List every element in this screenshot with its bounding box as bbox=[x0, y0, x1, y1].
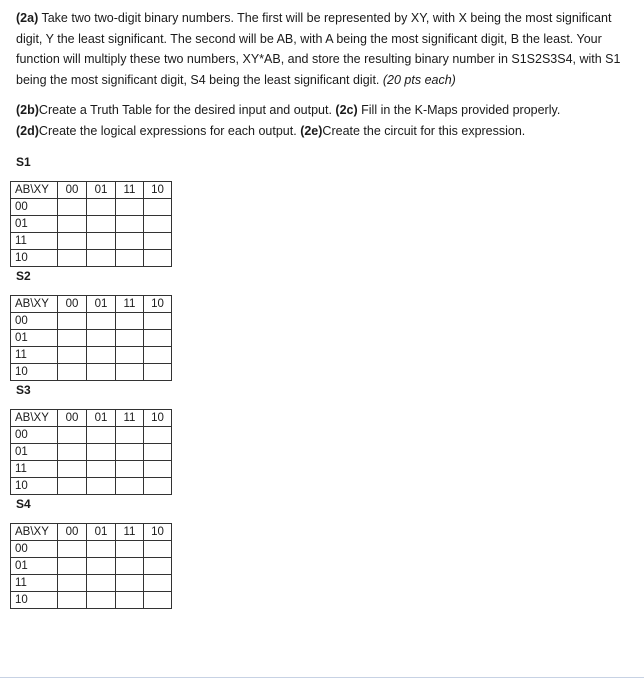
kmap-row-header: 10 bbox=[11, 250, 58, 267]
kmap-cell[interactable] bbox=[116, 427, 144, 444]
kmap-cell[interactable] bbox=[58, 347, 87, 364]
text-2d: Create the logical expressions for each output. bbox=[38, 123, 301, 138]
kmap-cell[interactable] bbox=[87, 250, 116, 267]
kmap-cell[interactable] bbox=[144, 575, 172, 592]
kmap-corner: AB\XY bbox=[11, 182, 58, 199]
kmap-row-header: 11 bbox=[11, 233, 58, 250]
kmap-row-header: 00 bbox=[11, 199, 58, 216]
kmap-cell[interactable] bbox=[87, 216, 116, 233]
kmap-cell[interactable] bbox=[87, 575, 116, 592]
kmap-col-header: 00 bbox=[58, 296, 87, 313]
kmap-col-header: 00 bbox=[58, 410, 87, 427]
kmap-row bbox=[11, 592, 172, 609]
kmap-cell[interactable] bbox=[144, 233, 172, 250]
kmap-cell[interactable] bbox=[144, 444, 172, 461]
kmap-cell[interactable] bbox=[144, 478, 172, 495]
kmap-cell[interactable] bbox=[87, 444, 116, 461]
text-2c: Fill in the K-Maps provided properly. bbox=[357, 103, 561, 117]
kmap-cell[interactable] bbox=[87, 233, 116, 250]
page-bottom-border bbox=[0, 677, 644, 678]
kmap-row-header: 01 bbox=[11, 558, 58, 575]
kmap-row bbox=[11, 330, 172, 347]
kmap-cell[interactable] bbox=[58, 541, 87, 558]
text-2e: Create the circuit for this expression. bbox=[322, 123, 526, 138]
kmap-cell[interactable] bbox=[58, 199, 87, 216]
kmap-cell[interactable] bbox=[58, 330, 87, 347]
kmap-cell[interactable] bbox=[58, 444, 87, 461]
kmap-col-header: 10 bbox=[144, 524, 172, 541]
kmap-cell[interactable] bbox=[116, 592, 144, 609]
kmap-cell[interactable] bbox=[144, 364, 172, 381]
kmap-row-header: 00 bbox=[11, 541, 58, 558]
kmap-cell[interactable] bbox=[144, 330, 172, 347]
kmap-cell[interactable] bbox=[116, 558, 144, 575]
kmap-header-row bbox=[11, 524, 172, 541]
kmap-row bbox=[11, 233, 172, 250]
kmap-row bbox=[11, 313, 172, 330]
kmap-row bbox=[11, 347, 172, 364]
text-2b: Create a Truth Table for the desired input and output. bbox=[38, 103, 336, 117]
kmap-col-header: 11 bbox=[116, 296, 144, 313]
kmap-col-header: 01 bbox=[87, 296, 116, 313]
kmap-row bbox=[11, 444, 172, 461]
kmap-cell[interactable] bbox=[144, 427, 172, 444]
kmap-cell[interactable] bbox=[144, 313, 172, 330]
kmap-row-header: 01 bbox=[11, 216, 58, 233]
kmap-cell[interactable] bbox=[87, 364, 116, 381]
kmap-cell[interactable] bbox=[116, 330, 144, 347]
problem-2b-2e bbox=[16, 100, 638, 141]
problem-2a bbox=[16, 8, 638, 90]
kmap-cell[interactable] bbox=[58, 592, 87, 609]
kmap-cell[interactable] bbox=[116, 478, 144, 495]
kmap-label-s4: S4 bbox=[16, 497, 31, 511]
kmap-cell[interactable] bbox=[116, 541, 144, 558]
kmap-row-header: 11 bbox=[11, 347, 58, 364]
kmap-row bbox=[11, 199, 172, 216]
kmap-corner: AB\XY bbox=[11, 524, 58, 541]
kmap-row bbox=[11, 558, 172, 575]
kmap-cell[interactable] bbox=[87, 541, 116, 558]
kmap-row-header: 01 bbox=[11, 330, 58, 347]
kmap-cell[interactable] bbox=[144, 347, 172, 364]
kmap-col-header: 11 bbox=[116, 410, 144, 427]
kmap-header-row bbox=[11, 296, 172, 313]
kmap-cell[interactable] bbox=[58, 233, 87, 250]
kmap-cell[interactable] bbox=[87, 427, 116, 444]
kmap-row bbox=[11, 461, 172, 478]
kmap-cell[interactable] bbox=[116, 216, 144, 233]
kmap-cell[interactable] bbox=[116, 347, 144, 364]
kmap-cell[interactable] bbox=[144, 199, 172, 216]
kmap-cell[interactable] bbox=[144, 250, 172, 267]
kmap-cell[interactable] bbox=[116, 233, 144, 250]
kmap-label-s1: S1 bbox=[16, 155, 31, 169]
kmap-col-header: 11 bbox=[116, 182, 144, 199]
kmap-s4 bbox=[10, 523, 172, 609]
text-2a: Take two two-digit binary numbers. The first will be represented by XY, with X being the most significant digit, Y the least significant. The second will be AB, with A being the most significant digit, B the least. Your function will multiply these two numbers, XY*AB, and store the resulting binary number in S1S2S3S4, with S1 being the most significant digit, S4 being the least significant digit. bbox=[16, 11, 621, 87]
kmap-cell[interactable] bbox=[116, 461, 144, 478]
kmap-cell[interactable] bbox=[58, 461, 87, 478]
tag-2a: (2a) bbox=[16, 11, 39, 25]
kmap-label-s2: S2 bbox=[16, 269, 31, 283]
kmap-cell[interactable] bbox=[116, 313, 144, 330]
tag-2d: (2d) bbox=[16, 123, 39, 138]
kmap-col-header: 01 bbox=[87, 524, 116, 541]
tag-2b: (2b) bbox=[16, 103, 39, 117]
tag-2e: (2e) bbox=[300, 123, 323, 138]
kmap-col-header: 00 bbox=[58, 524, 87, 541]
kmap-cell[interactable] bbox=[116, 575, 144, 592]
kmap-cell[interactable] bbox=[87, 478, 116, 495]
kmap-col-header: 10 bbox=[144, 410, 172, 427]
kmap-cell[interactable] bbox=[58, 216, 87, 233]
kmap-cell[interactable] bbox=[116, 250, 144, 267]
kmap-cell[interactable] bbox=[87, 461, 116, 478]
kmap-row bbox=[11, 575, 172, 592]
kmap-cell[interactable] bbox=[116, 199, 144, 216]
kmap-cell[interactable] bbox=[58, 364, 87, 381]
kmap-cell[interactable] bbox=[116, 444, 144, 461]
kmap-cell[interactable] bbox=[58, 478, 87, 495]
kmap-row bbox=[11, 478, 172, 495]
kmap-col-header: 10 bbox=[144, 182, 172, 199]
kmap-cell[interactable] bbox=[87, 313, 116, 330]
kmap-row bbox=[11, 541, 172, 558]
kmap-cell[interactable] bbox=[58, 427, 87, 444]
page bbox=[16, 8, 638, 609]
kmap-cell[interactable] bbox=[144, 558, 172, 575]
kmap-cell[interactable] bbox=[144, 592, 172, 609]
kmap-col-header: 00 bbox=[58, 182, 87, 199]
kmap-col-header: 01 bbox=[87, 410, 116, 427]
kmap-cell[interactable] bbox=[58, 575, 87, 592]
kmap-cell[interactable] bbox=[87, 199, 116, 216]
kmap-row-header: 01 bbox=[11, 444, 58, 461]
kmap-cell[interactable] bbox=[58, 250, 87, 267]
kmap-cell[interactable] bbox=[144, 216, 172, 233]
kmap-row bbox=[11, 250, 172, 267]
kmap-row bbox=[11, 216, 172, 233]
kmap-label-s3: S3 bbox=[16, 383, 31, 397]
kmap-row-header: 00 bbox=[11, 427, 58, 444]
kmap-header-row bbox=[11, 410, 172, 427]
kmap-cell[interactable] bbox=[87, 330, 116, 347]
kmap-corner: AB\XY bbox=[11, 410, 58, 427]
kmap-s2 bbox=[10, 295, 172, 381]
kmap-row-header: 11 bbox=[11, 575, 58, 592]
kmap-s3 bbox=[10, 409, 172, 495]
kmap-corner: AB\XY bbox=[11, 296, 58, 313]
kmap-s1 bbox=[10, 181, 172, 267]
tag-2c: (2c) bbox=[335, 103, 358, 117]
kmap-row-header: 10 bbox=[11, 364, 58, 381]
points-note: (20 pts each) bbox=[382, 72, 456, 87]
kmap-header-row bbox=[11, 182, 172, 199]
kmap-cell[interactable] bbox=[58, 313, 87, 330]
kmap-cell[interactable] bbox=[87, 558, 116, 575]
kmap-cell[interactable] bbox=[144, 461, 172, 478]
kmap-row-header: 10 bbox=[11, 592, 58, 609]
kmap-cell[interactable] bbox=[58, 558, 87, 575]
kmap-col-header: 10 bbox=[144, 296, 172, 313]
kmap-cell[interactable] bbox=[87, 592, 116, 609]
kmap-row bbox=[11, 427, 172, 444]
kmap-row-header: 00 bbox=[11, 313, 58, 330]
kmap-row-header: 11 bbox=[11, 461, 58, 478]
kmap-col-header: 11 bbox=[116, 524, 144, 541]
kmap-col-header: 01 bbox=[87, 182, 116, 199]
kmap-cell[interactable] bbox=[116, 364, 144, 381]
kmap-cell[interactable] bbox=[87, 347, 116, 364]
kmap-row-header: 10 bbox=[11, 478, 58, 495]
kmap-row bbox=[11, 364, 172, 381]
kmap-cell[interactable] bbox=[144, 541, 172, 558]
